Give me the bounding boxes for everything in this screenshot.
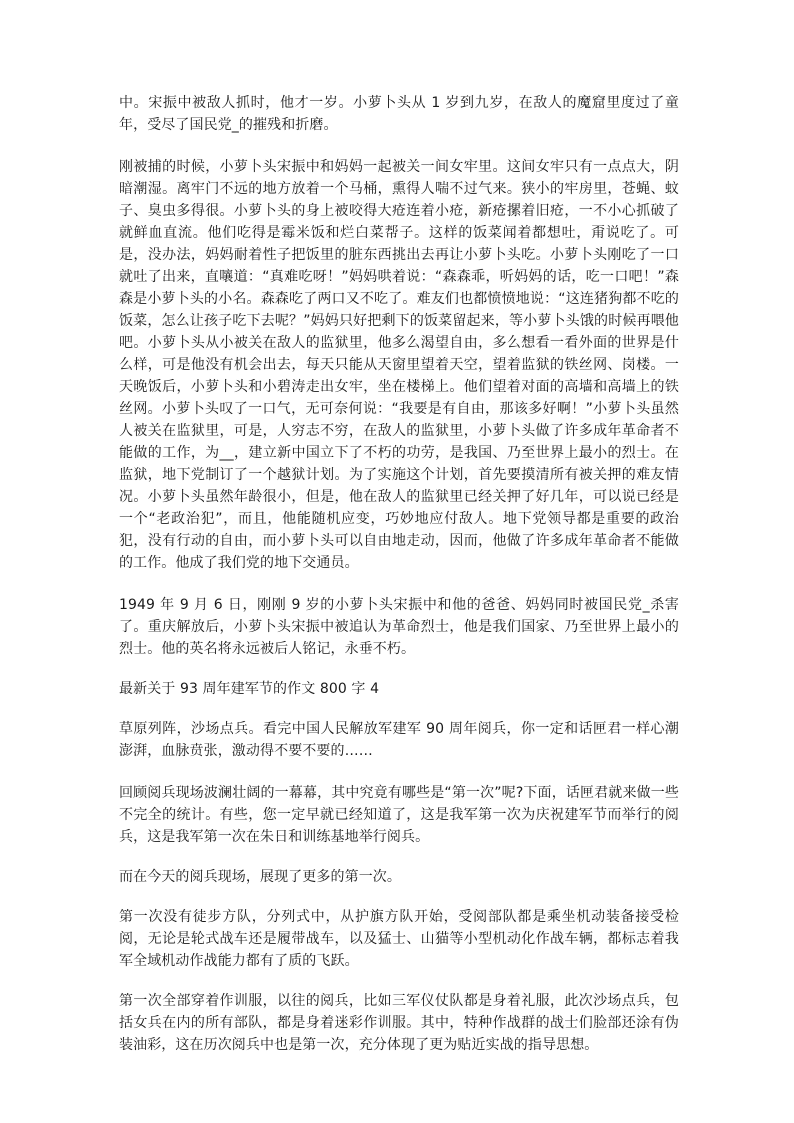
- paragraph-2: 刚被捕的时候，小萝卜头宋振中和妈妈一起被关一间女牢里。这间女牢只有一点点大，阴暗潮湿。离牢门不远的地方放着一个马桶，熏得人喘不过气来。狭小的牢房里，苍蝇、蚊子、臭虫多得很。小萝卜头的身上被咬得大疮连着小疮，新疮摞着旧疮，一不小心抓破了就鲜血直流。他们吃得是霉米饭和烂白菜帮子。这样的饭菜闻着都想吐，甭说吃了。可是，没办法，妈妈耐着性子把饭里的脏东西挑出去再让小萝卜头吃。小萝卜头刚吃了一口就吐了出来，直嚷道：“真难吃呀！”妈妈哄着说：“森森乖，听妈妈的话，吃一口吧！”森森是小萝卜头的小名。森森吃了两口又不吃了。难友们也都愤愤地说：“这连猪狗都不吃的饭菜，怎么让孩子吃下去呢？”妈妈只好把剩下的饭菜留起来，等小萝卜头饿的时候再喂他吧。小萝卜头从小被关在敌人的监狱里，他多么渴望自由，多么想看一看外面的世界是什么样，可是他没有机会出去，每天只能从天窗里望着天空，望着监狱的铁丝网、岗楼。一天晚饭后，小萝卜头和小碧涛走出女牢，坐在楼梯上。他们望着对面的高墙和高墙上的铁丝网。小萝卜头叹了一口气，无可奈何说：“我要是有自由，那该多好啊！”小萝卜头虽然人被关在监狱里，可是，人穷志不穷，在敌人的监狱里，小萝卜头做了许多成年革命者不能做的工作，为__，建立新中国立下了不朽的功劳，是我国、乃至世界上最小的烈士。在监狱，地下党制订了一个越狱计划。为了实施这个计划，首先要摸清所有被关押的难友情况。小萝卜头虽然年龄很小，但是，他在敌人的监狱里已经关押了好几年，可以说已经是一个“老政治犯”，而且，他能随机应变，巧妙地应付敌人。地下党领导都是重要的政治犯，没有行动的自由，而小萝卜头可以自由地走动，因而，他做了许多成年革命者不能做的工作。他成了我们党的地下交通员。: [119, 159, 679, 571]
- spacer: [119, 762, 679, 782]
- paragraph-8: 第一次全部穿着作训服，以往的阅兵，比如三军仪仗队都是身着礼服，此次沙场点兵，包括女兵在内的所有部队，都是身着迷彩作训服。其中，特种作战群的战士们脸部还涂有伪装油彩，这在历次阅兵中也是第一次，充分体现了更为贴近实战的指导思想。: [119, 993, 679, 1053]
- document-body: [119, 92, 679, 1056]
- spacer: [119, 574, 679, 594]
- spacer: [119, 136, 679, 156]
- paragraph-5: 回顾阅兵现场波澜壮阔的一幕幕，其中究竟有哪些是“第一次”呢?下面，话匣君就来做一些不完全的统计。有些，您一定早就已经知道了，这是我军第一次为庆祝建军节而举行的阅兵，这是我军第一次在朱日和训练基地举行阅兵。: [119, 785, 679, 845]
- spacer: [119, 972, 679, 990]
- spacer: [119, 660, 679, 678]
- spacer: [119, 888, 679, 906]
- section-heading: 最新关于 93 周年建军节的作文 800 字 4: [119, 681, 380, 697]
- paragraph-7: 第一次没有徒步方队，分列式中，从护旗方队开始，受阅部队都是乘坐机动装备接受检阅，无论是轮式战车还是履带战车，以及猛士、山猫等小型机动化作战车辆，都标志着我军全域机动作战能力都有了质的飞跃。: [119, 909, 679, 969]
- spacer: [119, 700, 679, 718]
- paragraph-1: 中。宋振中被敌人抓时，他才一岁。小萝卜头从 1 岁到九岁，在敌人的魔窟里度过了童年，受尽了国民党_的摧残和折磨。: [119, 95, 679, 133]
- paragraph-3: 1949 年 9 月 6 日，刚刚 9 岁的小萝卜头宋振中和他的爸爸、妈妈同时被国民党_杀害了。重庆解放后，小萝卜头宋振中被追认为革命烈士，他是我们国家、乃至世界上最小的烈士。他的英名将永远被后人铭记，永垂不朽。: [119, 597, 679, 657]
- paragraph-4: 草原列阵，沙场点兵。看完中国人民解放军建军 90 周年阅兵，你一定和话匣君一样心潮澎湃，血脉贲张，激动得不要不要的……: [119, 721, 679, 759]
- paragraph-6: 而在今天的阅兵现场，展现了更多的第一次。: [119, 869, 401, 885]
- spacer: [119, 848, 679, 866]
